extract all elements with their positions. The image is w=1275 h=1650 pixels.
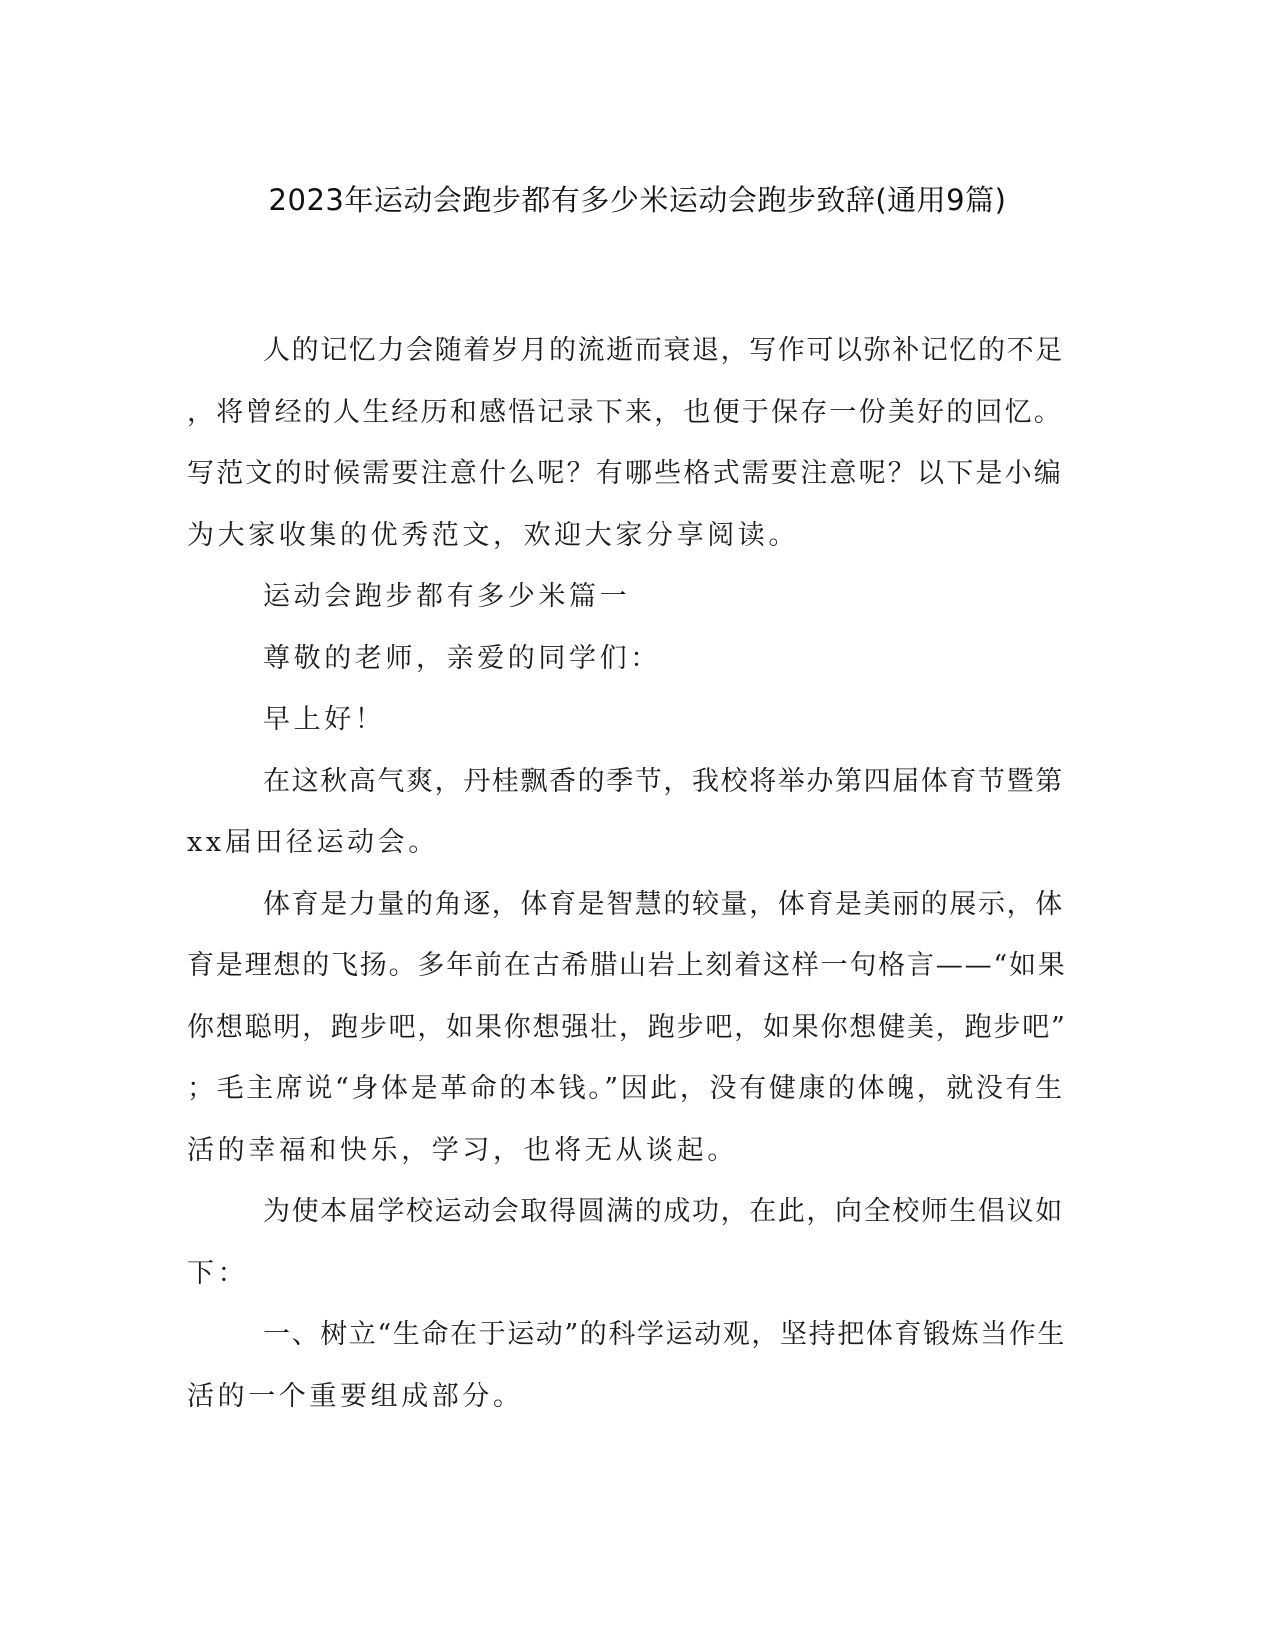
body-text-line: 活的幸福和快乐，学习，也将无从谈起。 — [187, 1134, 738, 1166]
body-text-line: 为大家收集的优秀范文，欢迎大家分享阅读。 — [187, 519, 799, 551]
body-text-line: 为使本届学校运动会取得圆满的成功，在此，向全校师生倡议如 — [263, 1196, 1064, 1227]
body-text-line: 你想聪明，跑步吧，如果你想强壮，跑步吧，如果你想健美，跑步吧” — [187, 1011, 1067, 1043]
body-text-line: ，将曾经的人生经历和感悟记录下来，也便于保存一份美好的回忆。 — [187, 396, 1063, 428]
document-body — [187, 320, 1067, 1427]
body-text-line: 写范文的时候需要注意什么呢？有哪些格式需要注意呢？以下是小编 — [187, 458, 1063, 489]
document-title: 2023年运动会跑步都有多少米运动会跑步致辞(通用9篇) — [268, 183, 1007, 217]
body-text-line: 下： — [187, 1257, 249, 1289]
body-text-line: 尊敬的老师，亲爱的同学们： — [263, 642, 661, 674]
body-text-line: 育是理想的飞扬。多年前在古希腊山岩上刻着这样一句格言——“如果 — [187, 950, 1067, 981]
body-text-line: xx届田径运动会。 — [187, 827, 439, 858]
body-text-line: 早上好！ — [263, 704, 386, 735]
body-text-line: ；毛主席说“身体是革命的本钱。”因此，没有健康的体魄，就没有生 — [187, 1073, 1065, 1104]
body-text-line: 活的一个重要组成部分。 — [187, 1380, 524, 1412]
body-text-line: 人的记忆力会随着岁月的流逝而衰退，写作可以弥补记忆的不足 — [263, 335, 1064, 366]
body-text-line: 在这秋高气爽，丹桂飘香的季节，我校将举办第四届体育节暨第 — [263, 765, 1064, 797]
body-text-line: 一、树立“生命在于运动”的科学运动观，坚持把体育锻炼当作生 — [263, 1319, 1067, 1350]
body-text-line: 体育是力量的角逐，体育是智慧的较量，体育是美丽的展示，体 — [263, 888, 1064, 920]
body-text-line: 运动会跑步都有多少米篇一 — [263, 581, 631, 612]
